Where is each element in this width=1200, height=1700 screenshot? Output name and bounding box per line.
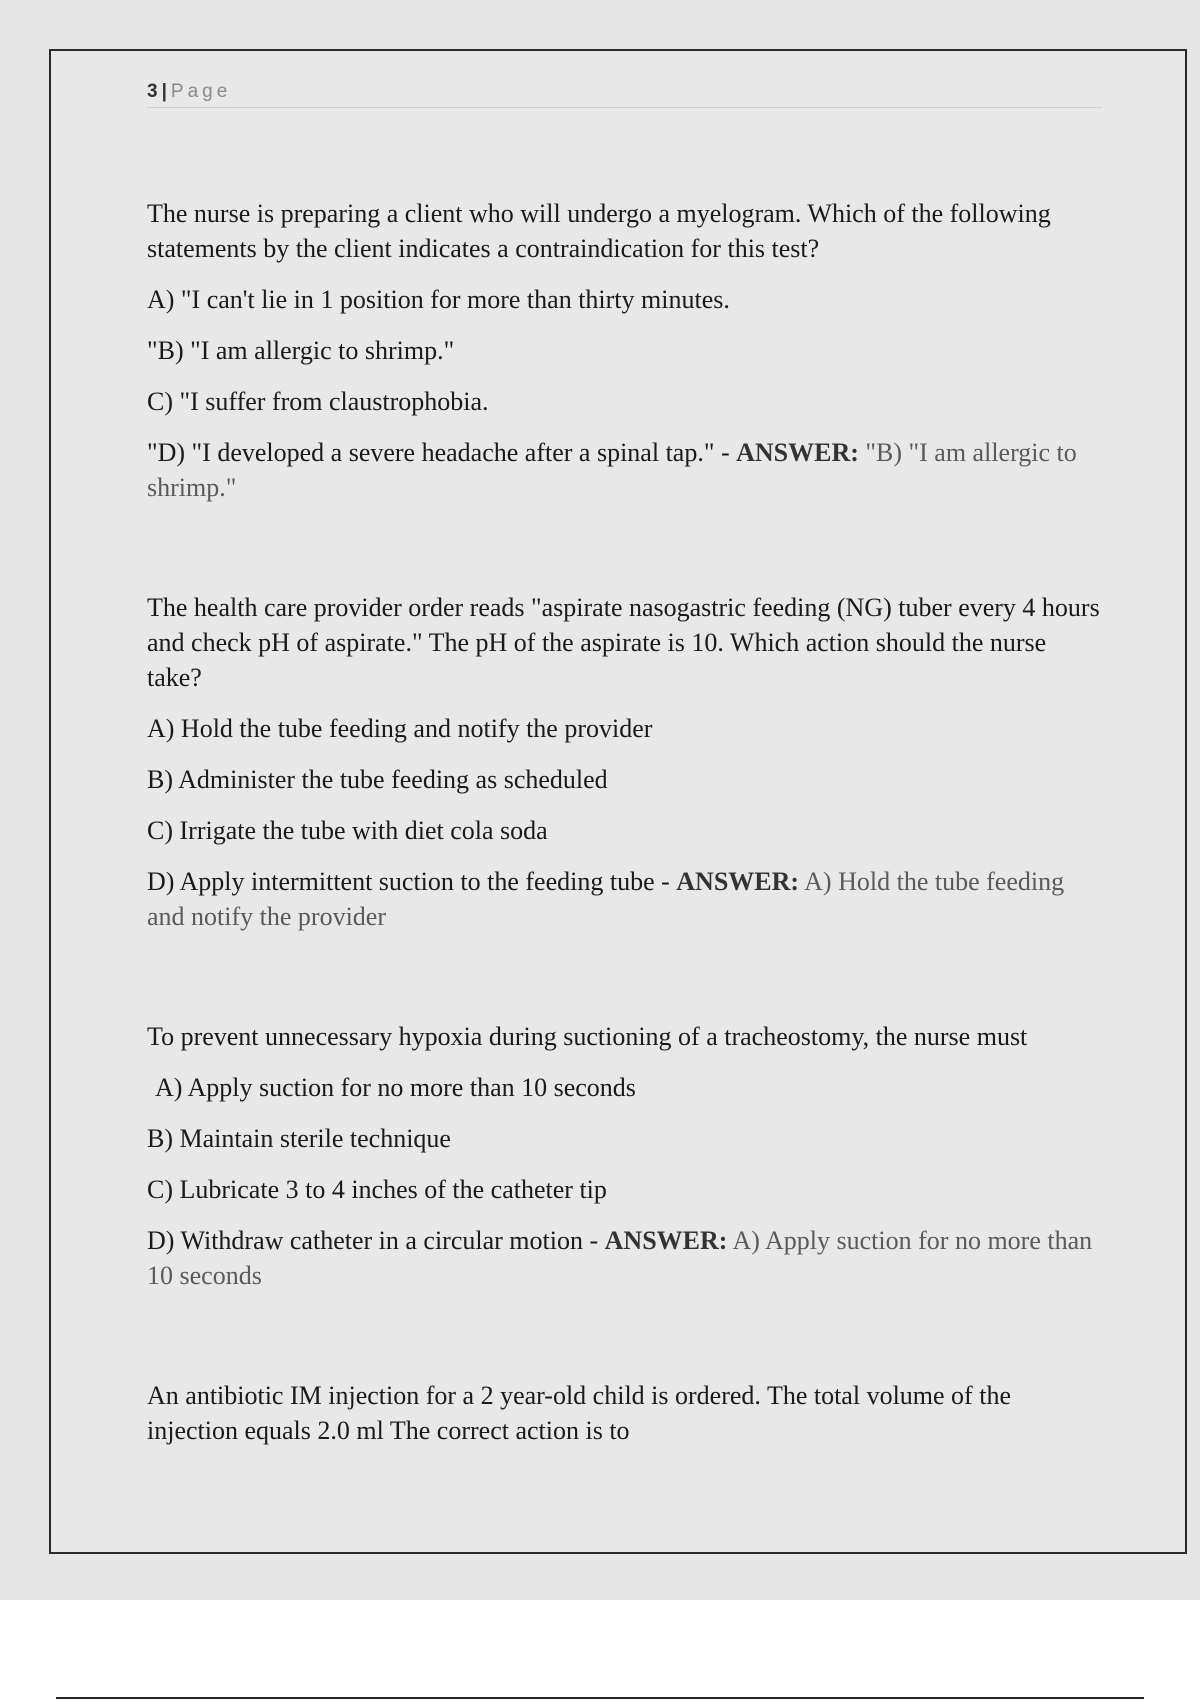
option-d: "D) "I developed a severe headache after a spinal tap." - bbox=[147, 438, 730, 467]
question-3 bbox=[147, 1019, 1107, 1293]
question-stem: To prevent unnecessary hypoxia during suctioning of a tracheostomy, the nurse must bbox=[147, 1022, 1028, 1051]
option-c: C) "I suffer from claustrophobia. bbox=[147, 387, 489, 416]
option-b: B) Administer the tube feeding as scheduled bbox=[147, 765, 608, 794]
document-page bbox=[49, 49, 1187, 1554]
answer-text: A) Apply suction for no more than 10 seconds bbox=[147, 1226, 1093, 1290]
footer-rule bbox=[56, 1697, 1144, 1699]
page-separator: | bbox=[161, 81, 167, 102]
option-a: A) Hold the tube feeding and notify the provider bbox=[147, 714, 653, 743]
page-header bbox=[147, 77, 1102, 108]
page-word: Page bbox=[170, 81, 232, 102]
answer-text: "B) "I am allergic to shrimp." bbox=[147, 438, 1077, 502]
question-1 bbox=[147, 196, 1107, 505]
option-c: C) Lubricate 3 to 4 inches of the catheter tip bbox=[147, 1175, 607, 1204]
page-content bbox=[147, 196, 1107, 1464]
option-a: A) "I can't lie in 1 position for more than thirty minutes. bbox=[147, 285, 730, 314]
question-stem: The nurse is preparing a client who will undergo a myelogram. Which of the following statements by the client indicates a contraindication for this test? bbox=[147, 199, 1051, 263]
question-stem: The health care provider order reads "aspirate nasogastric feeding (NG) tuber every 4 hours and check pH of aspirate." The pH of the aspirate is 10. Which action should the nurse take? bbox=[147, 593, 1100, 692]
option-c: C) Irrigate the tube with diet cola soda bbox=[147, 816, 548, 845]
option-a: A) Apply suction for no more than 10 seconds bbox=[155, 1073, 636, 1102]
answer-label: ANSWER: bbox=[676, 867, 800, 896]
answer-text: A) Hold the tube feeding and notify the provider bbox=[147, 867, 1065, 931]
question-2 bbox=[147, 590, 1107, 934]
option-b: B) Maintain sterile technique bbox=[147, 1124, 451, 1153]
option-d: D) Apply intermittent suction to the feeding tube - bbox=[147, 867, 670, 896]
option-d-with-answer bbox=[147, 435, 1107, 505]
answer-label: ANSWER: bbox=[604, 1226, 728, 1255]
option-b: "B) "I am allergic to shrimp." bbox=[147, 336, 455, 365]
question-stem: An antibiotic IM injection for a 2 year-old child is ordered. The total volume of the injection equals 2.0 ml The correct action is to bbox=[147, 1381, 1011, 1445]
answer-label: ANSWER: bbox=[736, 438, 859, 467]
option-d-with-answer bbox=[147, 864, 1107, 934]
page-number: 3 bbox=[147, 81, 158, 102]
option-d-with-answer bbox=[147, 1223, 1107, 1293]
option-d: D) Withdraw catheter in a circular motion - bbox=[147, 1226, 599, 1255]
question-4 bbox=[147, 1378, 1107, 1448]
